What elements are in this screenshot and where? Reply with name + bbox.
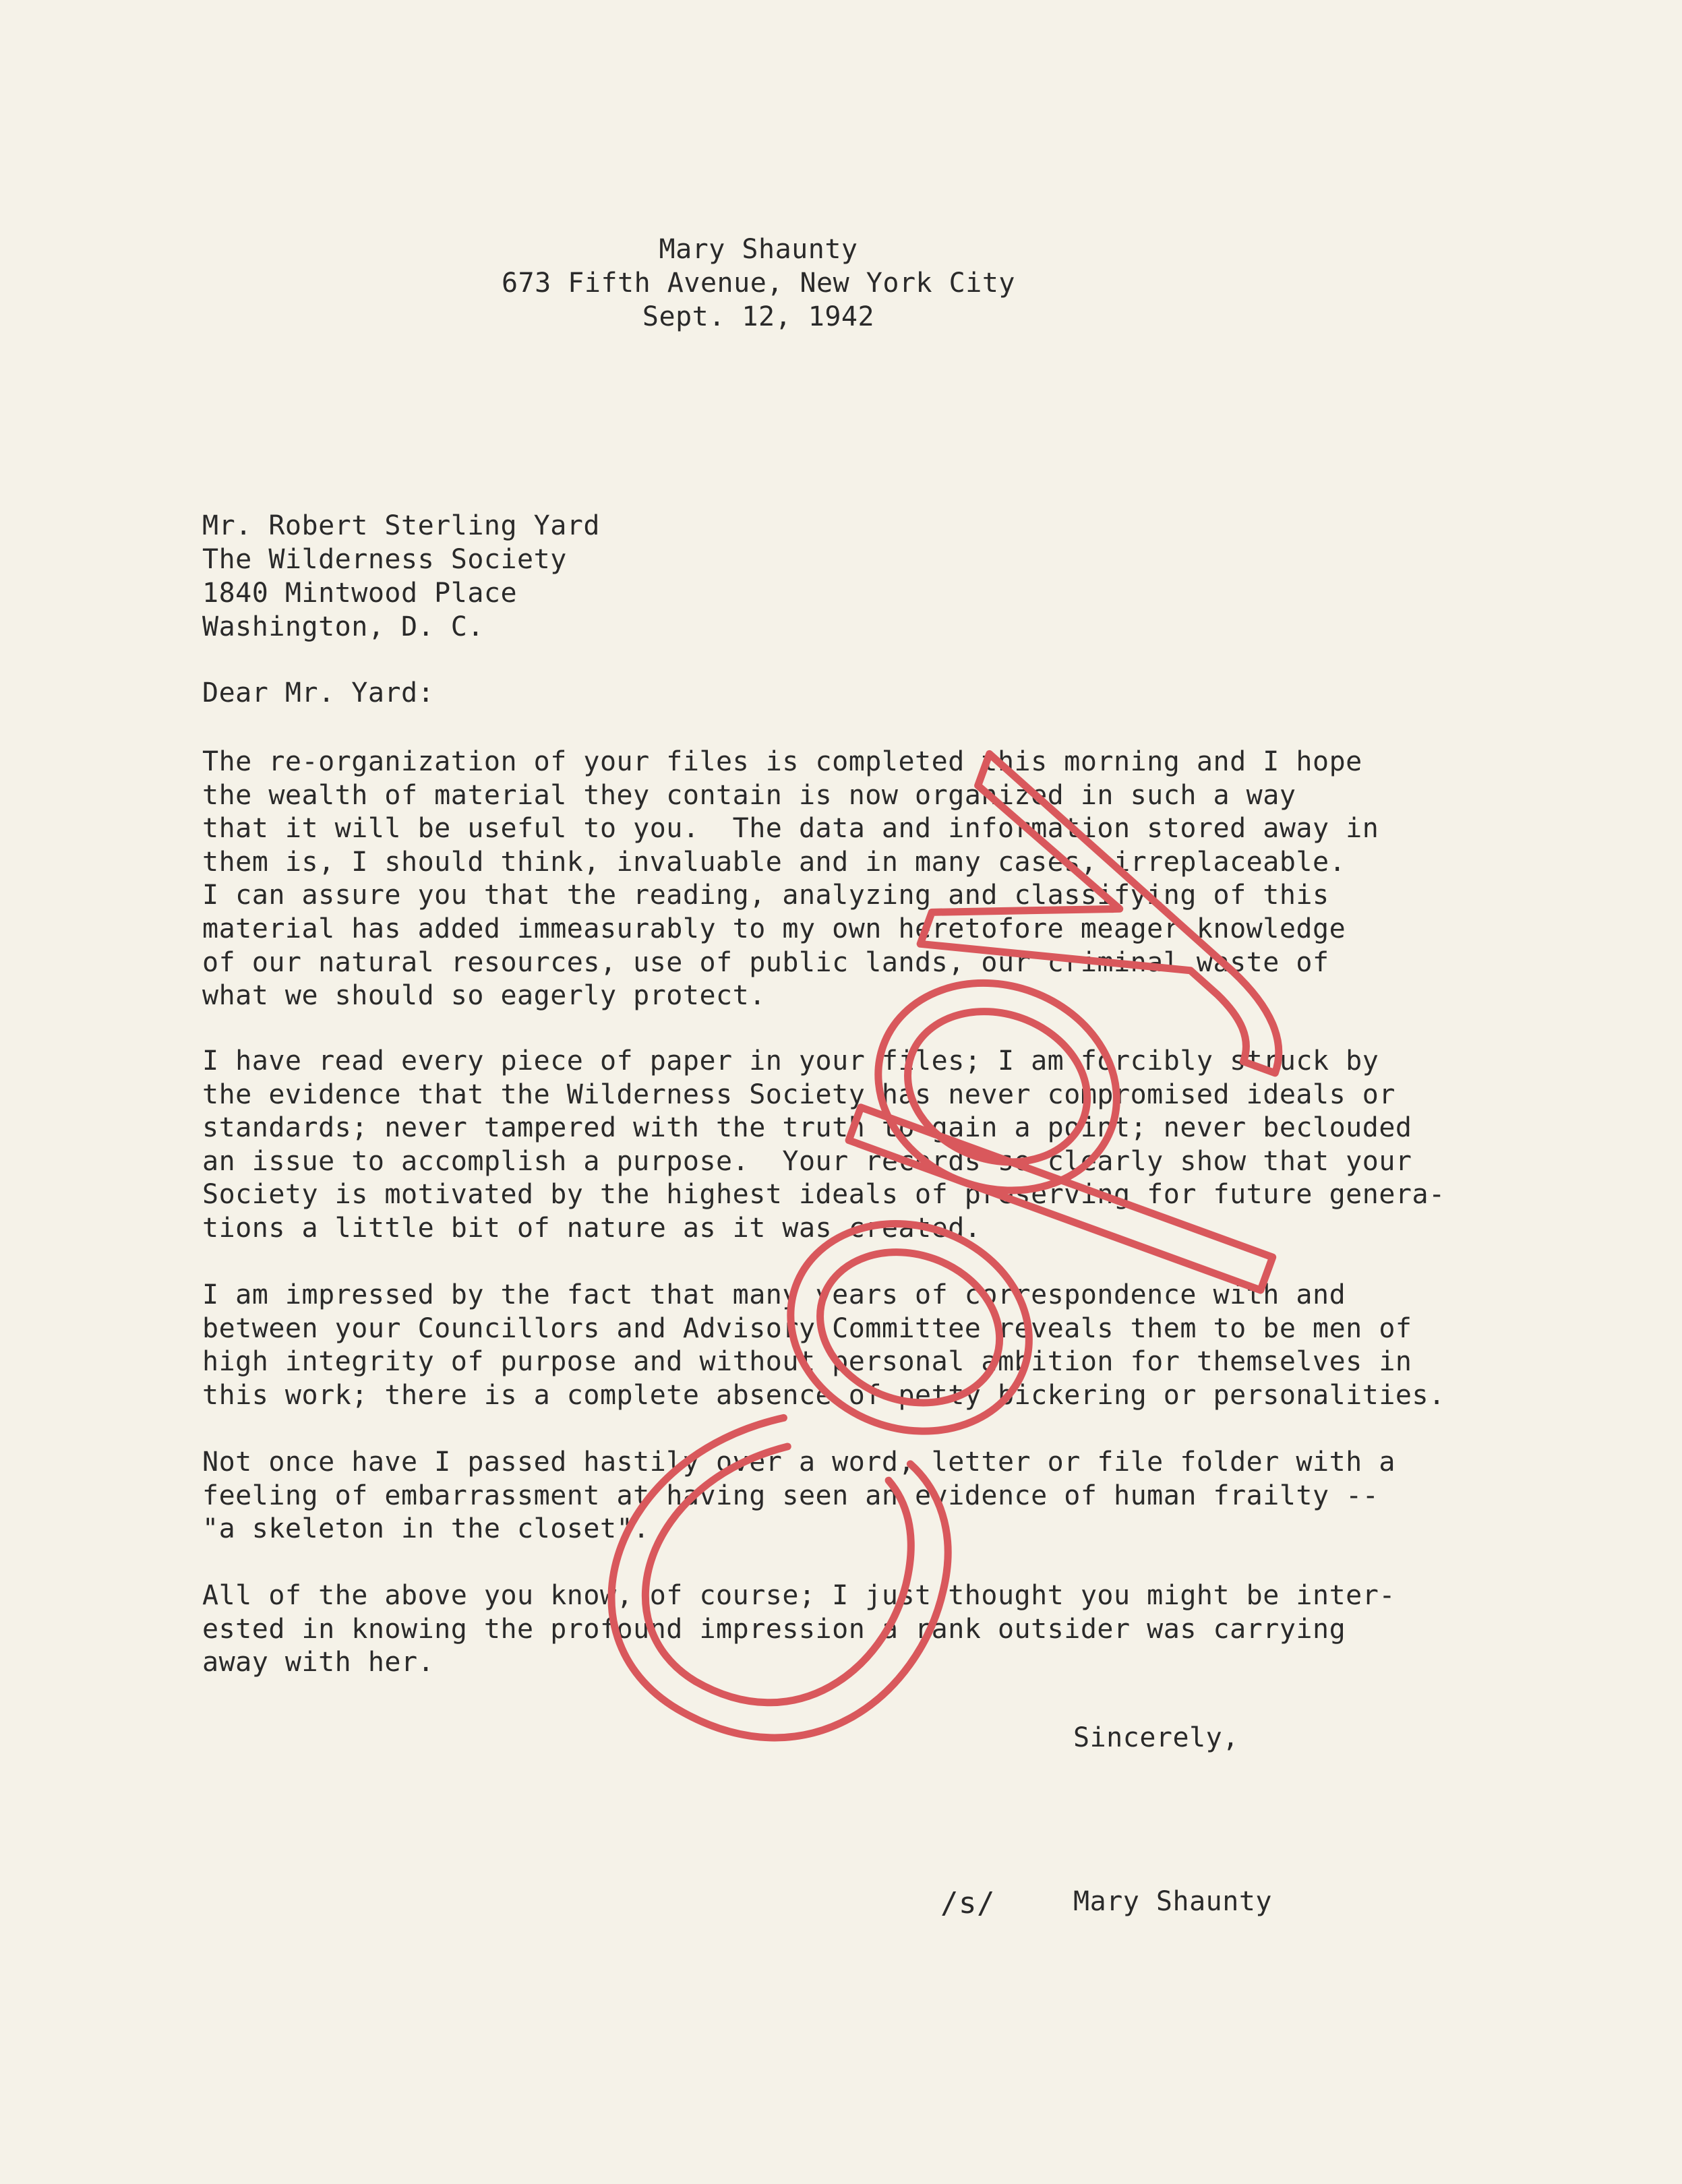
paragraph-line: that it will be useful to you. The data and information stored away in	[202, 813, 1379, 845]
paragraph-line: high integrity of purpose and without personal ambition for themselves in	[202, 1346, 1412, 1378]
paragraph-3	[202, 1279, 1445, 1412]
paragraph-1	[202, 746, 1379, 1013]
letter-date: Sept. 12, 1942	[642, 301, 875, 332]
paragraph-line: them is, I should think, invaluable and in many cases, irreplaceable.	[202, 846, 1346, 878]
paragraph-line: standards; never tampered with the truth to gain a point; never beclouded	[202, 1112, 1412, 1144]
paragraph-line: I can assure you that the reading, analyzing and classifying of this	[202, 880, 1329, 911]
signature-mark: /s/	[940, 1886, 995, 1920]
recipient-line: Washington, D. C.	[202, 611, 484, 642]
paragraph-line: Society is motivated by the highest ideals of preserving for future genera-	[202, 1179, 1445, 1211]
recipient-line: 1840 Mintwood Place	[202, 578, 518, 609]
paragraph-2	[202, 1045, 1445, 1246]
paragraph-line: away with her.	[202, 1647, 435, 1678]
sender-name: Mary Shaunty	[659, 234, 858, 265]
paragraph-line: The re-organization of your files is completed this morning and I hope	[202, 746, 1362, 777]
paragraph-line: "a skeleton in the closet".	[202, 1513, 650, 1545]
closing: Sincerely,	[1073, 1722, 1239, 1753]
paragraph-line: All of the above you know, of course; I just thought you might be inter-	[202, 1580, 1395, 1611]
paragraph-line: what we should so eagerly protect.	[202, 980, 766, 1012]
recipient-address	[202, 509, 600, 644]
paragraph-line: I am impressed by the fact that many years of correspondence with and	[202, 1279, 1346, 1310]
paragraph-line: I have read every piece of paper in your files; I am forcibly struck by	[202, 1045, 1379, 1076]
recipient-line: Mr. Robert Sterling Yard	[202, 510, 600, 541]
signature-name: Mary Shaunty	[1073, 1886, 1272, 1917]
letter-heading	[0, 233, 1517, 334]
paragraph-line: tions a little bit of nature as it was created.	[202, 1212, 982, 1244]
paragraph-line: an issue to accomplish a purpose. Your records so clearly show that your	[202, 1145, 1412, 1177]
salutation: Dear Mr. Yard:	[202, 677, 435, 708]
paragraph-line: this work; there is a complete absence of petty bickering or personalities.	[202, 1379, 1445, 1411]
paragraph-line: material has added immeasurably to my own heretofore meager knowledge	[202, 913, 1346, 944]
recipient-line: The Wilderness Society	[202, 544, 567, 575]
paragraph-5	[202, 1579, 1395, 1680]
paragraph-line: ested in knowing the profound impression a rank outsider was carrying	[202, 1613, 1346, 1645]
paragraph-line: between your Councillors and Advisory Committee reveals them to be men of	[202, 1312, 1412, 1344]
paragraph-line: Not once have I passed hastily over a word, letter or file folder with a	[202, 1447, 1395, 1478]
paragraph-4	[202, 1446, 1395, 1546]
paragraph-line: the wealth of material they contain is now organized in such a way	[202, 779, 1296, 811]
paragraph-line: of our natural resources, use of public lands, our criminal waste of	[202, 946, 1329, 978]
sender-address: 673 Fifth Avenue, New York City	[501, 268, 1016, 299]
paragraph-line: feeling of embarrassment at having seen an evidence of human frailty --	[202, 1480, 1379, 1511]
paragraph-line: the evidence that the Wilderness Society has never compromised ideals or	[202, 1079, 1395, 1110]
